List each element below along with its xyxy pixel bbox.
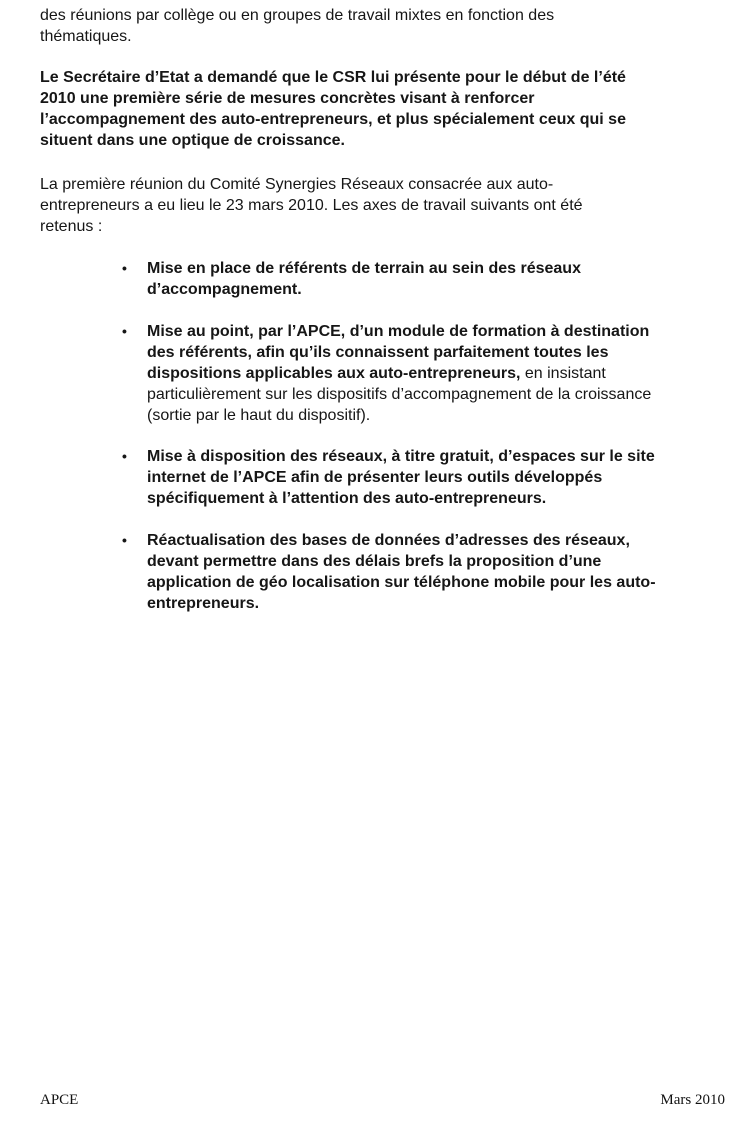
bullet-icon: • bbox=[122, 448, 127, 464]
footer-org: APCE bbox=[40, 1092, 79, 1108]
bullet-line: spécifiquement à l’attention des auto-entrepreneurs. bbox=[147, 490, 547, 507]
paragraph-line: Le Secrétaire d’Etat a demandé que le CSR lui présente pour le début de l’été bbox=[40, 69, 626, 86]
bullet-item-bases-donnees bbox=[122, 530, 656, 614]
paragraph-secretaire bbox=[40, 67, 626, 151]
bullet-line: des référents, afin qu’ils connaissent parfaitement toutes les bbox=[147, 344, 609, 361]
bullet-line: application de géo localisation sur téléphone mobile pour les auto- bbox=[147, 574, 656, 591]
footer-date: Mars 2010 bbox=[660, 1092, 725, 1108]
bullet-line: particulièrement sur les dispositifs d’accompagnement de la croissance bbox=[147, 386, 652, 403]
bullet-line: Mise à disposition des réseaux, à titre gratuit, d’espaces sur le site bbox=[147, 448, 655, 465]
paragraph-line: La première réunion du Comité Synergies Réseaux consacrée aux auto- bbox=[40, 176, 554, 193]
paragraph-premiere-reunion bbox=[40, 174, 583, 237]
paragraph-line: retenus : bbox=[40, 218, 103, 235]
bullet-icon: • bbox=[122, 532, 127, 548]
paragraph-line: entrepreneurs a eu lieu le 23 mars 2010. Les axes de travail suivants ont été bbox=[40, 197, 583, 214]
bullet-line: Mise en place de référents de terrain au sein des réseaux bbox=[147, 260, 581, 277]
bullet-icon: • bbox=[122, 260, 127, 276]
bullet-icon: • bbox=[122, 323, 127, 339]
paragraph-line: 2010 une première série de mesures concrètes visant à renforcer bbox=[40, 90, 535, 107]
bullet-line-regular-part: en insistant bbox=[520, 365, 606, 382]
paragraph-line: des réunions par collège ou en groupes de travail mixtes en fonction des bbox=[40, 7, 555, 24]
bullet-line-bold-part: dispositions applicables aux auto-entrepreneurs, bbox=[147, 365, 521, 382]
paragraph-intro bbox=[40, 5, 554, 47]
bullet-line: devant permettre dans des délais brefs la proposition d’une bbox=[147, 553, 602, 570]
bullet-item-referents bbox=[122, 258, 581, 300]
bullet-line: internet de l’APCE afin de présenter leurs outils développés bbox=[147, 469, 603, 486]
paragraph-line: situent dans une optique de croissance. bbox=[40, 132, 345, 149]
paragraph-line: thématiques. bbox=[40, 28, 132, 45]
page-footer bbox=[40, 1091, 725, 1109]
bullet-line: Mise au point, par l’APCE, d’un module de formation à destination bbox=[147, 323, 650, 340]
bullet-line bbox=[147, 363, 651, 384]
paragraph-line: l’accompagnement des auto-entrepreneurs, et plus spécialement ceux qui se bbox=[40, 111, 626, 128]
bullet-line: d’accompagnement. bbox=[147, 281, 302, 298]
bullet-item-module-formation bbox=[122, 321, 651, 426]
bullet-line: Réactualisation des bases de données d’adresses des réseaux, bbox=[147, 532, 630, 549]
bullet-item-espaces-site bbox=[122, 446, 655, 509]
bullet-line: (sortie par le haut du dispositif). bbox=[147, 407, 371, 424]
bullet-line: entrepreneurs. bbox=[147, 595, 260, 612]
